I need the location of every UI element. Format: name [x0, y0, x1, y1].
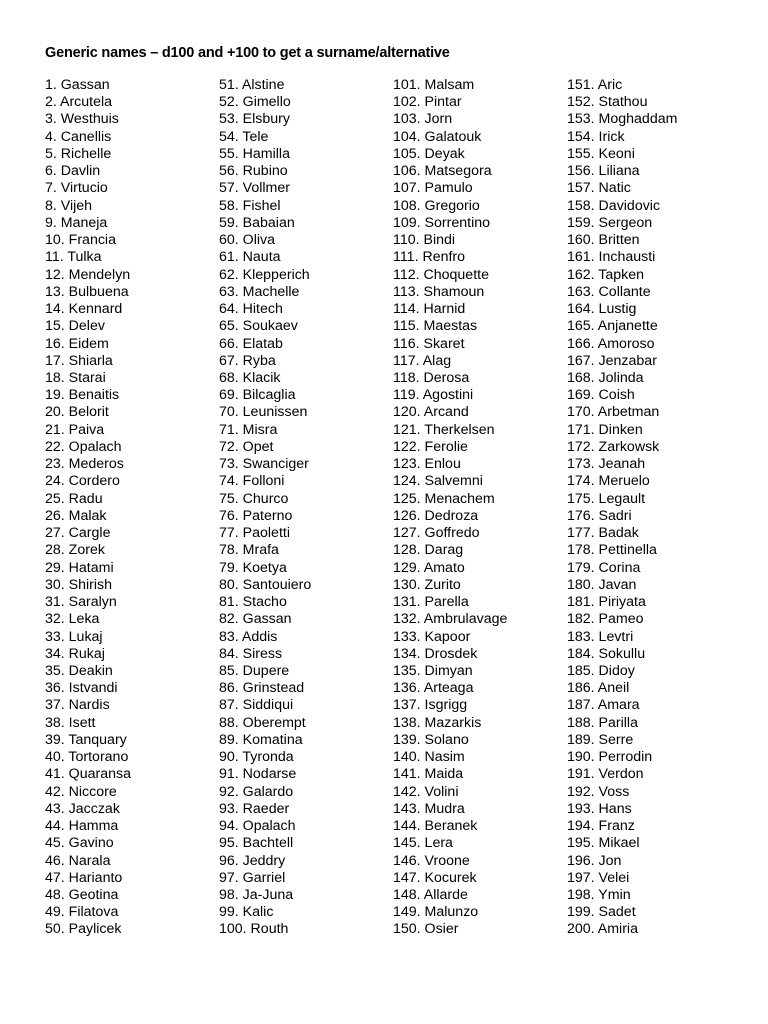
list-item: 144. Beranek: [393, 818, 478, 835]
name-column-2: [219, 77, 311, 939]
list-item: 26. Malak: [45, 507, 107, 524]
list-item: 121. Therkelsen: [393, 421, 495, 438]
list-item: 82. Gassan: [219, 611, 292, 628]
list-item: 182. Pameo: [567, 611, 644, 628]
list-item: 69. Bilcaglia: [219, 387, 296, 404]
list-item: 129. Amato: [393, 559, 465, 576]
list-item: 184. Sokullu: [567, 645, 646, 662]
list-item: 140. Nasim: [393, 749, 465, 766]
list-item: 169. Coish: [567, 387, 635, 404]
list-item: 146. Vroone: [393, 852, 470, 869]
list-item: 62. Klepperich: [219, 266, 310, 283]
list-item: 43. Jacczak: [45, 800, 120, 817]
list-item: 38. Isett: [45, 714, 96, 731]
list-item: 199. Sadet: [567, 904, 636, 921]
list-item: 27. Cargle: [45, 525, 111, 542]
list-item: 44. Hamma: [45, 818, 119, 835]
list-item: 162. Tapken: [567, 266, 645, 283]
list-item: 22. Opalach: [45, 438, 122, 455]
list-item: 35. Deakin: [45, 662, 113, 679]
list-item: 142. Volini: [393, 783, 459, 800]
list-item: 83. Addis: [219, 628, 278, 645]
list-item: 159. Sergeon: [567, 214, 653, 231]
list-item: 183. Levtri: [567, 628, 634, 645]
list-item: 5. Richelle: [45, 145, 112, 162]
list-item: 50. Paylicek: [45, 921, 122, 938]
list-item: 64. Hitech: [219, 301, 283, 318]
list-item: 73. Swanciger: [219, 456, 309, 473]
list-item: 57. Vollmer: [219, 180, 290, 197]
name-column-3: [393, 77, 507, 939]
list-item: 17. Shiarla: [45, 352, 113, 369]
list-item: 58. Fishel: [219, 197, 281, 214]
list-item: 32. Leka: [45, 611, 100, 628]
list-item: 28. Zorek: [45, 542, 105, 559]
list-item: 9. Maneja: [45, 214, 108, 231]
list-item: 148. Allarde: [393, 887, 468, 904]
list-item: 68. Klacik: [219, 369, 281, 386]
list-item: 106. Matsegora: [393, 163, 492, 180]
list-item: 120. Arcand: [393, 404, 469, 421]
list-item: 161. Inchausti: [567, 249, 656, 266]
list-item: 181. Piriyata: [567, 594, 646, 611]
list-item: 194. Franz: [567, 818, 635, 835]
list-item: 185. Didoy: [567, 662, 635, 679]
list-item: 99. Kalic: [219, 904, 274, 921]
name-column-4: [567, 77, 677, 939]
list-item: 76. Paterno: [219, 507, 293, 524]
list-item: 128. Darag: [393, 542, 464, 559]
list-item: 172. Zarkowsk: [567, 438, 660, 455]
list-item: 103. Jorn: [393, 111, 453, 128]
list-item: 123. Enlou: [393, 456, 461, 473]
list-item: 89. Komatina: [219, 731, 303, 748]
list-item: 20. Belorit: [45, 404, 109, 421]
list-item: 53. Elsbury: [219, 111, 290, 128]
list-item: 93. Raeder: [219, 800, 290, 817]
list-item: 196. Jon: [567, 852, 622, 869]
list-item: 171. Dinken: [567, 421, 643, 438]
list-item: 197. Velei: [567, 869, 630, 886]
list-item: 136. Arteaga: [393, 680, 474, 697]
list-item: 150. Osier: [393, 921, 459, 938]
list-item: 174. Meruelo: [567, 473, 650, 490]
list-item: 41. Quaransa: [45, 766, 131, 783]
list-item: 16. Eidem: [45, 335, 109, 352]
list-item: 36. Istvandi: [45, 680, 118, 697]
list-item: 112. Choquette: [393, 266, 489, 283]
list-item: 116. Skaret: [393, 335, 465, 352]
list-item: 175. Legault: [567, 490, 646, 507]
list-item: 178. Pettinella: [567, 542, 657, 559]
list-item: 7. Virtucio: [45, 180, 108, 197]
list-item: 192. Voss: [567, 783, 630, 800]
list-item: 92. Galardo: [219, 783, 294, 800]
list-item: 47. Harianto: [45, 869, 123, 886]
list-item: 139. Solano: [393, 731, 469, 748]
list-item: 70. Leunissen: [219, 404, 308, 421]
list-item: 3. Westhuis: [45, 111, 119, 128]
list-item: 168. Jolinda: [567, 369, 644, 386]
list-item: 15. Delev: [45, 318, 105, 335]
list-item: 132. Ambrulavage: [393, 611, 508, 628]
document-title: Generic names – d100 and +100 to get a surname/alternative: [45, 45, 450, 61]
list-item: 34. Rukaj: [45, 645, 105, 662]
list-item: 156. Liliana: [567, 163, 640, 180]
list-item: 126. Dedroza: [393, 507, 479, 524]
list-item: 91. Nodarse: [219, 766, 297, 783]
list-item: 187. Amara: [567, 697, 640, 714]
list-item: 130. Zurito: [393, 576, 461, 593]
list-item: 81. Stacho: [219, 594, 287, 611]
list-item: 102. Pintar: [393, 94, 462, 111]
list-item: 95. Bachtell: [219, 835, 294, 852]
list-item: 143. Mudra: [393, 800, 465, 817]
list-item: 195. Mikael: [567, 835, 640, 852]
list-item: 101. Malsam: [393, 77, 475, 93]
list-item: 94. Opalach: [219, 818, 296, 835]
list-item: 6. Davlin: [45, 163, 101, 180]
list-item: 84. Siress: [219, 645, 283, 662]
list-item: 37. Nardis: [45, 697, 110, 714]
list-item: 48. Geotina: [45, 887, 119, 904]
name-column-1: [45, 77, 131, 939]
list-item: 96. Jeddry: [219, 852, 286, 869]
list-item: 65. Soukaev: [219, 318, 298, 335]
list-item: 109. Sorrentino: [393, 214, 491, 231]
list-item: 46. Narala: [45, 852, 111, 869]
list-item: 189. Serre: [567, 731, 634, 748]
list-item: 154. Irick: [567, 128, 625, 145]
list-item: 119. Agostini: [393, 387, 474, 404]
list-item: 61. Nauta: [219, 249, 281, 266]
list-item: 118. Derosa: [393, 369, 470, 386]
list-item: 117. Alag: [393, 352, 452, 369]
list-item: 45. Gavino: [45, 835, 114, 852]
list-item: 98. Ja-Juna: [219, 887, 294, 904]
list-item: 152. Stathou: [567, 94, 648, 111]
list-item: 193. Hans: [567, 800, 632, 817]
list-item: 71. Misra: [219, 421, 278, 438]
list-item: 164. Lustig: [567, 301, 637, 318]
list-item: 125. Menachem: [393, 490, 495, 507]
list-item: 24. Cordero: [45, 473, 120, 490]
list-item: 60. Oliva: [219, 232, 275, 249]
list-item: 75. Churco: [219, 490, 289, 507]
list-item: 10. Francia: [45, 232, 116, 249]
list-item: 114. Harnid: [393, 301, 466, 318]
list-item: 107. Pamulo: [393, 180, 473, 197]
list-item: 63. Machelle: [219, 283, 300, 300]
list-item: 23. Mederos: [45, 456, 124, 473]
list-item: 1. Gassan: [45, 77, 110, 93]
list-item: 158. Davidovic: [567, 197, 661, 214]
list-item: 163. Collante: [567, 283, 651, 300]
list-item: 167. Jenzabar: [567, 352, 657, 369]
list-item: 74. Folloni: [219, 473, 285, 490]
list-item: 13. Bulbuena: [45, 283, 129, 300]
list-item: 151. Aric: [567, 77, 623, 93]
list-item: 87. Siddiqui: [219, 697, 294, 714]
list-item: 79. Koetya: [219, 559, 287, 576]
list-item: 29. Hatami: [45, 559, 114, 576]
list-item: 177. Badak: [567, 525, 639, 542]
list-item: 30. Shirish: [45, 576, 113, 593]
list-item: 33. Lukaj: [45, 628, 103, 645]
list-item: 52. Gimello: [219, 94, 291, 111]
list-item: 166. Amoroso: [567, 335, 655, 352]
list-item: 111. Renfro: [393, 249, 466, 266]
list-item: 153. Moghaddam: [567, 111, 678, 128]
list-item: 108. Gregorio: [393, 197, 480, 214]
list-item: 135. Dimyan: [393, 662, 473, 679]
list-item: 200. Amiria: [567, 921, 638, 938]
list-item: 4. Canellis: [45, 128, 112, 145]
list-item: 100. Routh: [219, 921, 289, 938]
list-item: 176. Sadri: [567, 507, 632, 524]
list-item: 157. Natic: [567, 180, 631, 197]
list-item: 105. Deyak: [393, 145, 465, 162]
list-item: 145. Lera: [393, 835, 453, 852]
list-item: 78. Mrafa: [219, 542, 279, 559]
list-item: 138. Mazarkis: [393, 714, 482, 731]
list-item: 170. Arbetman: [567, 404, 660, 421]
list-item: 113. Shamoun: [393, 283, 485, 300]
list-item: 8. Vijeh: [45, 197, 93, 214]
list-item: 127. Goffredo: [393, 525, 480, 542]
list-item: 19. Benaitis: [45, 387, 120, 404]
list-item: 12. Mendelyn: [45, 266, 131, 283]
list-item: 18. Starai: [45, 369, 106, 386]
list-item: 72. Opet: [219, 438, 274, 455]
list-item: 21. Paiva: [45, 421, 105, 438]
list-item: 173. Jeanah: [567, 456, 646, 473]
list-item: 80. Santouiero: [219, 576, 312, 593]
list-item: 56. Rubino: [219, 163, 288, 180]
list-item: 165. Anjanette: [567, 318, 658, 335]
list-item: 2. Arcutela: [45, 94, 113, 111]
list-item: 122. Ferolie: [393, 438, 468, 455]
list-item: 77. Paoletti: [219, 525, 290, 542]
list-item: 59. Babaian: [219, 214, 295, 231]
list-item: 67. Ryba: [219, 352, 276, 369]
list-item: 66. Elatab: [219, 335, 283, 352]
list-item: 42. Niccore: [45, 783, 117, 800]
list-item: 39. Tanquary: [45, 731, 127, 748]
list-item: 55. Hamilla: [219, 145, 290, 162]
list-item: 134. Drosdek: [393, 645, 478, 662]
list-item: 191. Verdon: [567, 766, 644, 783]
list-item: 137. Isgrigg: [393, 697, 468, 714]
list-item: 40. Tortorano: [45, 749, 129, 766]
list-item: 11. Tulka: [45, 249, 102, 266]
list-item: 97. Garriel: [219, 869, 286, 886]
list-item: 31. Saralyn: [45, 594, 117, 611]
list-item: 188. Parilla: [567, 714, 638, 731]
list-item: 198. Ymin: [567, 887, 631, 904]
list-item: 180. Javan: [567, 576, 637, 593]
list-item: 133. Kapoor: [393, 628, 471, 645]
list-item: 131. Parella: [393, 594, 469, 611]
list-item: 124. Salvemni: [393, 473, 483, 490]
list-item: 115. Maestas: [393, 318, 478, 335]
list-item: 155. Keoni: [567, 145, 635, 162]
list-item: 160. Britten: [567, 232, 640, 249]
list-item: 186. Aneil: [567, 680, 630, 697]
list-item: 54. Tele: [219, 128, 269, 145]
list-item: 86. Grinstead: [219, 680, 305, 697]
list-item: 49. Filatova: [45, 904, 119, 921]
list-item: 110. Bindi: [393, 232, 456, 249]
list-item: 85. Dupere: [219, 662, 290, 679]
list-item: 88. Oberempt: [219, 714, 306, 731]
list-item: 147. Kocurek: [393, 869, 477, 886]
list-item: 190. Perrodin: [567, 749, 653, 766]
list-item: 149. Malunzo: [393, 904, 479, 921]
list-item: 179. Corina: [567, 559, 641, 576]
list-item: 25. Radu: [45, 490, 103, 507]
list-item: 104. Galatouk: [393, 128, 482, 145]
list-item: 90. Tyronda: [219, 749, 294, 766]
list-item: 51. Alstine: [219, 77, 285, 93]
list-item: 14. Kennard: [45, 301, 123, 318]
list-item: 141. Maida: [393, 766, 464, 783]
